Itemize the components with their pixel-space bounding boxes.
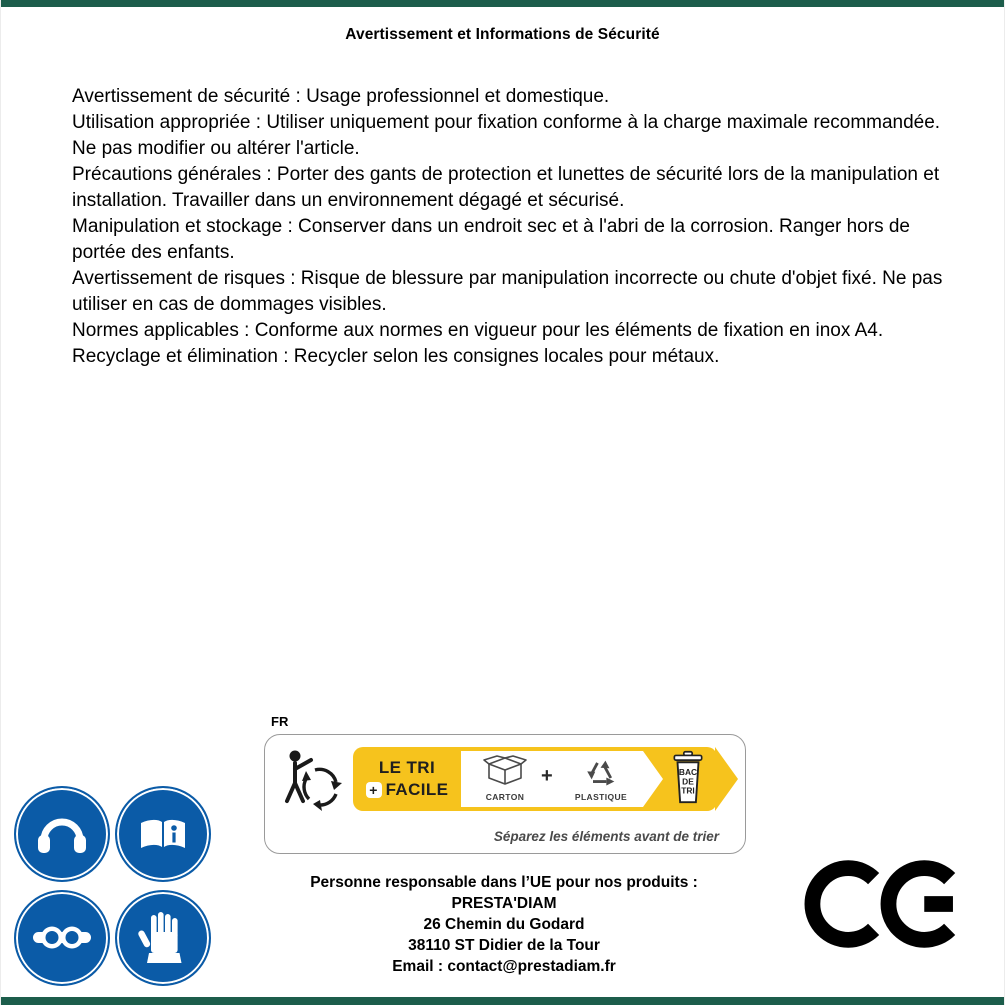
bottom-border-bar — [1, 997, 1004, 1005]
contact-email: Email : contact@prestadiam.fr — [392, 958, 616, 975]
bin-text-tri: TRI — [681, 785, 695, 796]
sorting-banner-arrow-tip — [715, 747, 738, 811]
facile-text: FACILE — [385, 780, 449, 799]
paragraph-handling-storage: Manipulation et stockage : Conserver dans un endroit sec et à l'abri de la corrosion. Ranger hors de portée des enfants. — [72, 216, 910, 263]
pictogram-grid — [14, 786, 211, 986]
recycling-sorting-banner — [264, 734, 746, 854]
read-manual-icon — [131, 802, 195, 866]
eye-protection-pictogram — [14, 890, 110, 986]
ce-mark-icon — [798, 852, 963, 961]
top-border-bar — [1, 0, 1004, 7]
bin-text-de: DE — [682, 776, 694, 787]
eye-protection-icon — [30, 906, 94, 970]
protective-gloves-pictogram — [115, 890, 211, 986]
paragraph-risk-warning: Avertissement de risques : Risque de blessure par manipulation incorrecte ou chute d'objet fixé. Ne pas utiliser en cas de dommages visibles. — [72, 268, 943, 315]
country-code-label: FR — [271, 714, 289, 729]
address-street: 26 Chemin du Godard — [423, 916, 585, 933]
page-title: Avertissement et Informations de Sécurité — [345, 26, 660, 43]
read-manual-pictogram — [115, 786, 211, 882]
le-tri-text: LE TRI — [378, 758, 436, 777]
paragraph-safety-warning: Avertissement de sécurité : Usage professionnel et domestique. — [72, 86, 610, 107]
company-name: PRESTA'DIAM — [451, 895, 557, 912]
paragraph-recycling: Recyclage et élimination : Recycler selon les consignes locales pour métaux. — [72, 346, 720, 367]
carton-label: CARTON — [485, 792, 525, 802]
safety-text-block — [72, 84, 952, 370]
paragraph-standards: Normes applicables : Conforme aux normes en vigueur pour les éléments de fixation en inox A4. — [72, 320, 884, 341]
plus-badge: + — [366, 782, 382, 798]
ear-protection-icon — [30, 802, 94, 866]
plastique-label: PLASTIQUE — [574, 792, 628, 802]
paragraph-appropriate-use: Utilisation appropriée : Utiliser uniquement pour fixation conforme à la charge maximale recommandée. Ne pas modifier ou altérer l'article. — [72, 112, 941, 159]
ear-protection-pictogram — [14, 786, 110, 882]
recycling-triangle-icon — [581, 773, 621, 790]
sorting-tagline: Séparez les éléments avant de trier — [493, 829, 719, 844]
sorting-bin-icon — [667, 750, 709, 811]
cardboard-box-icon — [482, 773, 528, 790]
bin-text-bac: BAC — [678, 766, 698, 777]
le-tri-facile-wordmark — [353, 747, 461, 811]
responsible-intro: Personne responsable dans l’UE pour nos produits : — [310, 874, 698, 891]
triman-icon — [273, 745, 351, 824]
responsible-block — [254, 872, 754, 977]
protective-gloves-icon — [131, 906, 195, 970]
materials-plus-sign: + — [541, 765, 553, 787]
paragraph-general-precautions: Précautions générales : Porter des gants de protection et lunettes de sécurité lors de la manipulation et installation. Travailler dans un environnement dégagé et sécurisé. — [72, 164, 940, 211]
address-city: 38110 ST Didier de la Tour — [408, 937, 600, 954]
